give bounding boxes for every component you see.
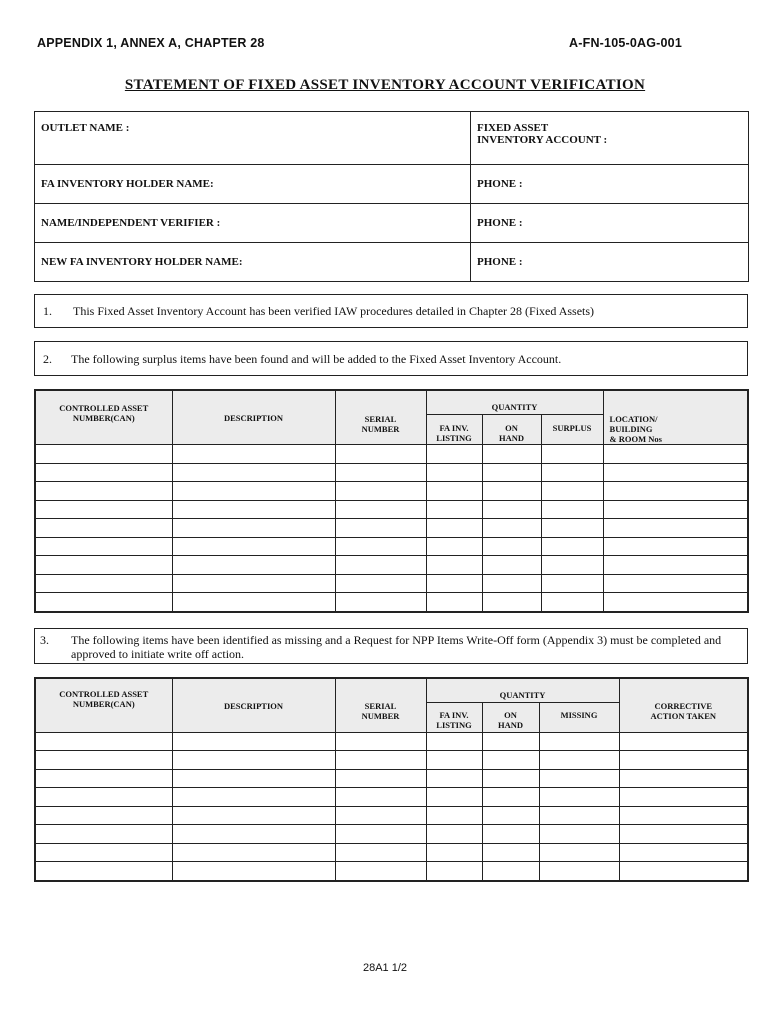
form-title: STATEMENT OF FIXED ASSET INVENTORY ACCOUNT VERIFICATION: [124, 77, 646, 93]
table-row: [35, 769, 748, 788]
table-cell[interactable]: [539, 769, 619, 788]
table-cell[interactable]: [35, 574, 172, 593]
new-holder-name-label: NEW FA INVENTORY HOLDER NAME:: [41, 256, 243, 268]
table-cell[interactable]: [541, 445, 603, 464]
table-cell[interactable]: [172, 537, 335, 556]
outlet-name-label: OUTLET NAME :: [41, 122, 130, 134]
table-cell[interactable]: [172, 825, 335, 844]
table-cell[interactable]: [35, 482, 172, 501]
table-row: [35, 806, 748, 825]
table-cell[interactable]: [335, 556, 426, 575]
table-cell[interactable]: [335, 751, 426, 770]
table-cell[interactable]: [35, 843, 172, 862]
table-cell[interactable]: [541, 463, 603, 482]
table-cell[interactable]: [426, 806, 482, 825]
new-holder-phone-field[interactable]: [471, 243, 749, 282]
table-cell[interactable]: [172, 788, 335, 807]
table-cell[interactable]: [482, 732, 539, 751]
table-row: [35, 537, 748, 556]
on-hand-header: ON HAND: [482, 702, 539, 732]
table-cell[interactable]: [172, 445, 335, 464]
serial-number-header: SERIAL NUMBER: [335, 678, 426, 732]
table-row: [35, 519, 748, 538]
table-row: [35, 463, 748, 482]
statement-3-text: The following items have been identified as missing and a Request for NPP Items Write-Off form (Appendix 3) must be completed and approved to initiate write off action.: [71, 633, 722, 661]
statement-1-text: This Fixed Asset Inventory Account has been verified IAW procedures detailed in Chapter 28 (Fixed Assets): [73, 304, 595, 318]
table-cell[interactable]: [482, 862, 539, 881]
table-cell[interactable]: [335, 445, 426, 464]
table-cell[interactable]: [619, 825, 748, 844]
table-row: [35, 500, 748, 519]
table-cell[interactable]: [35, 463, 172, 482]
table-cell[interactable]: [426, 445, 482, 464]
table-cell[interactable]: [172, 574, 335, 593]
fixed-asset-account-field[interactable]: [471, 112, 749, 165]
table-cell[interactable]: [35, 806, 172, 825]
table-cell[interactable]: [603, 500, 748, 519]
table-cell[interactable]: [482, 825, 539, 844]
table-cell[interactable]: [335, 806, 426, 825]
table-cell[interactable]: [482, 519, 541, 538]
table-cell[interactable]: [35, 593, 172, 612]
table-cell[interactable]: [426, 843, 482, 862]
table-cell[interactable]: [539, 862, 619, 881]
table-cell[interactable]: [541, 500, 603, 519]
table-cell[interactable]: [335, 769, 426, 788]
table-cell[interactable]: [172, 556, 335, 575]
appendix-reference: APPENDIX 1, ANNEX A, CHAPTER 28: [37, 36, 265, 50]
holder-phone-label: PHONE :: [477, 178, 523, 190]
table-cell[interactable]: [539, 751, 619, 770]
table-cell[interactable]: [335, 732, 426, 751]
fixed-asset-account-label-line2: INVENTORY ACCOUNT :: [477, 134, 608, 146]
statement-1-box: [34, 294, 748, 328]
table-cell[interactable]: [539, 843, 619, 862]
table-cell[interactable]: [426, 769, 482, 788]
statement-1-number: 1.: [43, 304, 52, 318]
table-cell[interactable]: [335, 843, 426, 862]
table-row: [35, 825, 748, 844]
table-cell[interactable]: [603, 574, 748, 593]
table-cell[interactable]: [426, 825, 482, 844]
verifier-name-label: NAME/INDEPENDENT VERIFIER :: [41, 217, 221, 229]
new-holder-phone-label: PHONE :: [477, 256, 523, 268]
statement-2-box: [34, 341, 748, 376]
table-cell[interactable]: [619, 751, 748, 770]
table-cell[interactable]: [541, 593, 603, 612]
surplus-items-table: [34, 389, 749, 613]
table-cell[interactable]: [619, 732, 748, 751]
table-cell[interactable]: [482, 445, 541, 464]
table-cell[interactable]: [35, 825, 172, 844]
table-cell[interactable]: [482, 574, 541, 593]
table-cell[interactable]: [482, 482, 541, 501]
table-row: [35, 843, 748, 862]
corrective-action-header: CORRECTIVE ACTION TAKEN: [619, 678, 748, 732]
table-cell[interactable]: [541, 482, 603, 501]
statement-2-number: 2.: [43, 352, 52, 366]
table-cell[interactable]: [619, 788, 748, 807]
table-cell[interactable]: [482, 463, 541, 482]
table-cell[interactable]: [172, 519, 335, 538]
table-row: [35, 574, 748, 593]
description-header: DESCRIPTION: [172, 390, 335, 445]
table-cell[interactable]: [35, 862, 172, 881]
table-cell[interactable]: [335, 500, 426, 519]
table-cell[interactable]: [172, 843, 335, 862]
table-cell[interactable]: [35, 500, 172, 519]
fa-inv-listing-header: FA INV. LISTING: [426, 702, 482, 732]
table-cell[interactable]: [172, 806, 335, 825]
table-cell[interactable]: [172, 732, 335, 751]
page-footer: 28A1 1/2: [362, 962, 408, 974]
table-cell[interactable]: [482, 556, 541, 575]
table-row: [35, 732, 748, 751]
table-cell[interactable]: [35, 788, 172, 807]
fixed-asset-account-label-line1: FIXED ASSET: [477, 122, 549, 134]
table-cell[interactable]: [482, 843, 539, 862]
form-number: A-FN-105-0AG-001: [569, 36, 682, 50]
table-cell[interactable]: [35, 769, 172, 788]
verifier-name-field[interactable]: [35, 204, 471, 243]
table-cell[interactable]: [426, 574, 482, 593]
table-cell[interactable]: [426, 519, 482, 538]
new-holder-name-field[interactable]: [35, 243, 471, 282]
table-cell[interactable]: [426, 593, 482, 612]
table-cell[interactable]: [335, 463, 426, 482]
verifier-phone-label: PHONE :: [477, 217, 523, 229]
holder-name-label: FA INVENTORY HOLDER NAME:: [41, 178, 214, 190]
verifier-phone-field[interactable]: [471, 204, 749, 243]
table-cell[interactable]: [482, 500, 541, 519]
table-cell[interactable]: [335, 537, 426, 556]
table-cell[interactable]: [172, 751, 335, 770]
can-header: CONTROLLED ASSET NUMBER(CAN): [35, 678, 172, 732]
table-cell[interactable]: [482, 593, 541, 612]
table-cell[interactable]: [35, 751, 172, 770]
table-cell[interactable]: [172, 482, 335, 501]
table-cell[interactable]: [539, 788, 619, 807]
description-header: DESCRIPTION: [172, 678, 335, 732]
statement-3-number: 3.: [40, 633, 49, 647]
table-cell[interactable]: [172, 463, 335, 482]
holder-phone-field[interactable]: [471, 165, 749, 204]
on-hand-header: ON HAND: [482, 414, 541, 444]
outlet-name-field[interactable]: [35, 112, 471, 165]
table-cell[interactable]: [426, 556, 482, 575]
account-info-table: [34, 111, 749, 282]
table-row: [35, 593, 748, 612]
statement-3-box: [34, 628, 748, 664]
table-cell[interactable]: [335, 574, 426, 593]
table-cell[interactable]: [482, 769, 539, 788]
table-cell[interactable]: [335, 482, 426, 501]
table-cell[interactable]: [619, 806, 748, 825]
table-row: [35, 482, 748, 501]
table-cell[interactable]: [426, 788, 482, 807]
table-cell[interactable]: [426, 463, 482, 482]
location-header: LOCATION/ BUILDING & ROOM Nos: [603, 390, 748, 445]
table-cell[interactable]: [426, 500, 482, 519]
table-cell[interactable]: [172, 593, 335, 612]
table-cell[interactable]: [35, 556, 172, 575]
table-cell[interactable]: [426, 862, 482, 881]
table-cell[interactable]: [35, 445, 172, 464]
table-cell[interactable]: [482, 788, 539, 807]
table-row: [35, 445, 748, 464]
surplus-header: SURPLUS: [541, 414, 603, 444]
table-cell[interactable]: [35, 732, 172, 751]
table-cell[interactable]: [603, 463, 748, 482]
table-cell[interactable]: [482, 806, 539, 825]
table-cell[interactable]: [541, 556, 603, 575]
can-header: CONTROLLED ASSET NUMBER(CAN): [35, 390, 172, 445]
table-cell[interactable]: [603, 593, 748, 612]
table-cell[interactable]: [172, 769, 335, 788]
table-cell[interactable]: [619, 862, 748, 881]
table-cell[interactable]: [426, 537, 482, 556]
table-cell[interactable]: [172, 862, 335, 881]
quantity-header: QUANTITY: [426, 678, 619, 702]
table-cell[interactable]: [539, 825, 619, 844]
table-row: [35, 788, 748, 807]
missing-items-table: [34, 677, 749, 882]
missing-header: MISSING: [539, 702, 619, 732]
table-cell[interactable]: [335, 593, 426, 612]
table-cell[interactable]: [335, 788, 426, 807]
table-cell[interactable]: [603, 445, 748, 464]
table-cell[interactable]: [335, 825, 426, 844]
table-cell[interactable]: [426, 751, 482, 770]
table-cell[interactable]: [603, 537, 748, 556]
quantity-header: QUANTITY: [426, 390, 603, 414]
table-cell[interactable]: [619, 843, 748, 862]
fa-inv-listing-header: FA INV. LISTING: [426, 414, 482, 444]
serial-number-header: SERIAL NUMBER: [335, 390, 426, 445]
holder-name-field[interactable]: [35, 165, 471, 204]
table-cell[interactable]: [172, 500, 335, 519]
table-cell[interactable]: [482, 537, 541, 556]
table-row: [35, 751, 748, 770]
table-cell[interactable]: [335, 862, 426, 881]
table-cell[interactable]: [426, 482, 482, 501]
table-cell[interactable]: [426, 732, 482, 751]
table-cell[interactable]: [539, 732, 619, 751]
table-cell[interactable]: [541, 574, 603, 593]
table-cell[interactable]: [482, 751, 539, 770]
table-row: [35, 862, 748, 881]
table-row: [35, 556, 748, 575]
table-cell[interactable]: [541, 519, 603, 538]
table-cell[interactable]: [35, 519, 172, 538]
table-cell[interactable]: [539, 806, 619, 825]
table-cell[interactable]: [603, 519, 748, 538]
table-cell[interactable]: [541, 537, 603, 556]
table-cell[interactable]: [35, 537, 172, 556]
table-cell[interactable]: [603, 482, 748, 501]
table-cell[interactable]: [619, 769, 748, 788]
statement-2-text: The following surplus items have been found and will be added to the Fixed Asset Inventory Account.: [71, 352, 562, 366]
table-cell[interactable]: [335, 519, 426, 538]
table-cell[interactable]: [603, 556, 748, 575]
